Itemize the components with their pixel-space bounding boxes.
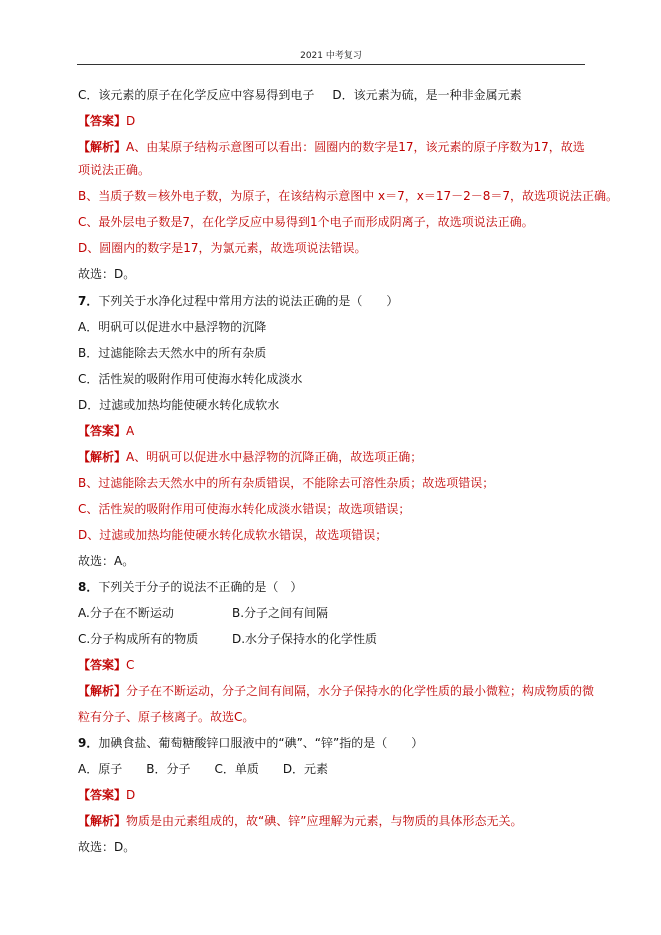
q8-options-ab [78, 605, 598, 621]
answer-label: 【答案】 [78, 114, 127, 128]
q7-stem [78, 293, 598, 309]
analysis-label: 【解析】 [78, 684, 127, 698]
answer-value: D [126, 788, 136, 802]
question-stem: 下列关于水净化过程中常用方法的说法正确的是（ ） [98, 294, 399, 308]
q7-conclusion: 故选：A。 [78, 554, 135, 568]
q6-analysis-line-3: B、当质子数＝核外电子数，为原子，在该结构示意图中 x＝7，x＝17－2－8＝7，故选项说法正确。 [78, 189, 619, 203]
q7-option-a: A．明矾可以促进水中悬浮物的沉降 [78, 320, 267, 334]
analysis-text: A、由某原子结构示意图可以看出：圆圈内的数字是17，该元素的原子序数为17，故选 [126, 140, 585, 154]
q9-conclusion: 故选：D。 [78, 840, 136, 854]
q8-option-b: B.分子之间有间隔 [232, 606, 329, 620]
question-number: 8． [78, 580, 99, 594]
q8-stem [78, 579, 598, 595]
q6-analysis-line-4: C、最外层电子数是7，在化学反应中易得到1个电子而形成阴离子，故选项说法正确。 [78, 215, 534, 229]
q8-option-a: A.分子在不断运动 [78, 606, 174, 620]
q7-option-c: C．活性炭的吸附作用可使海水转化成淡水 [78, 372, 303, 386]
question-number: 7． [78, 294, 99, 308]
q6-option-d: D．该元素为硫，是一种非金属元素 [332, 88, 522, 102]
analysis-label: 【解析】 [78, 450, 127, 464]
analysis-text: A、明矾可以促进水中悬浮物的沉降正确，故选项正确； [126, 450, 423, 464]
q6-options-cd [78, 87, 598, 103]
q7-option-b: B．过滤能除去天然水中的所有杂质 [78, 346, 267, 360]
q6-option-c: C．该元素的原子在化学反应中容易得到电子 [78, 88, 315, 102]
q7-analysis-line-4: D、过滤或加热均能使硬水转化成软水错误，故选项错误； [78, 528, 388, 542]
answer-label: 【答案】 [78, 658, 127, 672]
analysis-label: 【解析】 [78, 140, 127, 154]
q7-analysis-line-1 [78, 449, 598, 465]
analysis-text: 分子在不断运动，分子之间有间隔，水分子保持水的化学性质的最小微粒；构成物质的微 [126, 684, 595, 698]
q9-answer [78, 787, 598, 803]
q6-analysis-line-1 [78, 139, 598, 155]
q9-analysis-line-1 [78, 813, 598, 829]
question-stem: 下列关于分子的说法不正确的是（ ） [98, 580, 303, 594]
answer-label: 【答案】 [78, 788, 127, 802]
answer-value: A [126, 424, 135, 438]
analysis-text: 物质是由元素组成的，故“碘、锌”应理解为元素，与物质的具体形态无关。 [126, 814, 523, 828]
q9-options: A．原子 B．分子 C．单质 D．元素 [78, 762, 329, 776]
q8-analysis-line-2: 粒有分子、原子核离子。故选C。 [78, 710, 255, 724]
q7-answer [78, 423, 598, 439]
q7-analysis-line-3: C、活性炭的吸附作用可使海水转化成淡水错误；故选项错误； [78, 502, 411, 516]
q6-analysis-line-5: D、圆圈内的数字是17，为氯元素，故选项说法错误。 [78, 241, 367, 255]
question-stem: 加碘食盐、葡萄糖酸锌口服液中的“碘”、“锌”指的是（ ） [98, 736, 424, 750]
analysis-label: 【解析】 [78, 814, 127, 828]
q8-option-d: D.水分子保持水的化学性质 [232, 632, 378, 646]
q7-analysis-line-2: B、过滤能除去天然水中的所有杂质错误，不能除去可溶性杂质；故选项错误； [78, 476, 495, 490]
answer-label: 【答案】 [78, 424, 127, 438]
answer-value: D [126, 114, 136, 128]
question-number: 9． [78, 736, 99, 750]
q8-options-cd [78, 631, 598, 647]
page-header: 2021 中考复习 [77, 48, 585, 65]
q8-option-c: C.分子构成所有的物质 [78, 632, 199, 646]
q6-analysis-line-2: 项说法正确。 [78, 163, 151, 177]
q9-stem [78, 735, 598, 751]
q8-analysis-line-1 [78, 683, 598, 699]
q7-option-d: D．过滤或加热均能使硬水转化成软水 [78, 398, 280, 412]
q6-conclusion: 故选：D。 [78, 267, 136, 281]
q8-answer [78, 657, 598, 673]
q6-answer [78, 113, 598, 129]
answer-value: C [126, 658, 135, 672]
